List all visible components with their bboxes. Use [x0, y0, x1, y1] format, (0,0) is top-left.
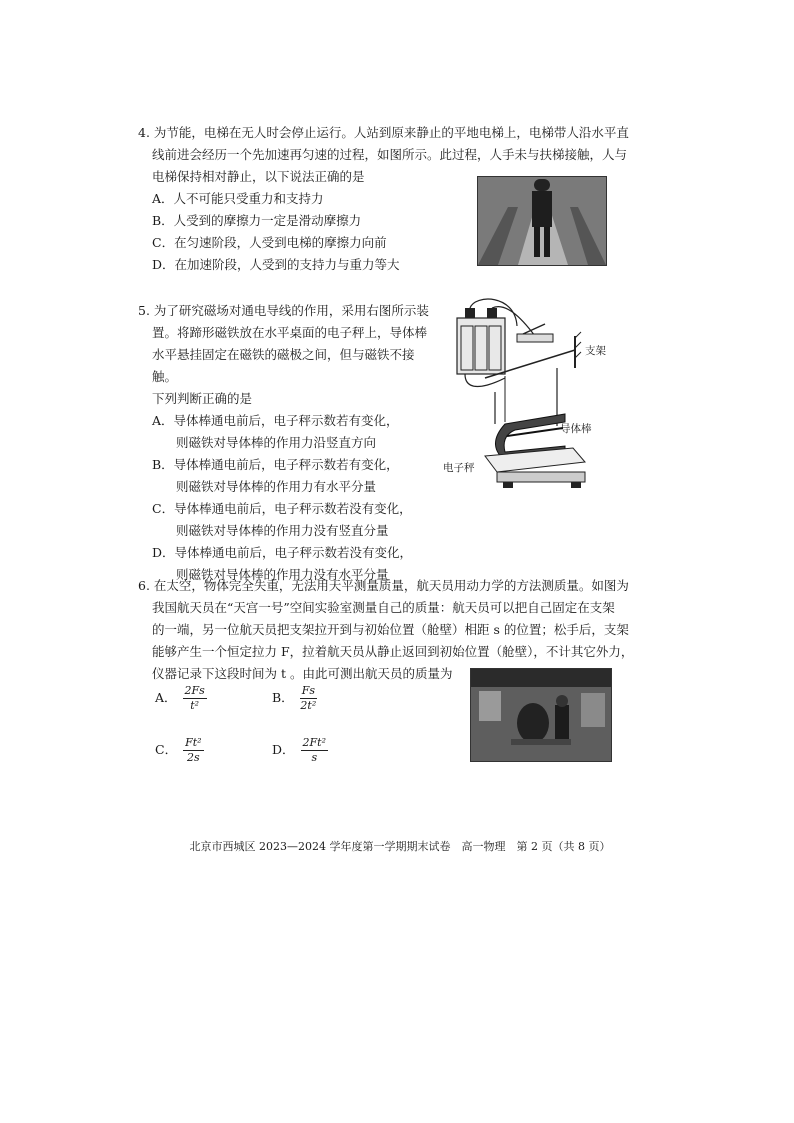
q5-option-b-1: B．导体棒通电前后，电子秤示数若有变化， [152, 457, 399, 472]
q6-option-a [155, 684, 207, 713]
q6-stem-line-4: 能够产生一个恒定拉力 F，拉着航天员从静止返回到初始位置（舱壁），不计其它外力， [152, 644, 634, 659]
q6-option-b [272, 684, 317, 713]
q6-option-b-denominator: 2t² [300, 699, 317, 712]
q5-option-d-1: D．导体棒通电前后，电子秤示数若没有变化， [152, 545, 413, 560]
escalator-person-image [478, 177, 606, 265]
q4-option-a: A．人不可能只受重力和支持力 [152, 191, 324, 206]
q5-option-a-2: 则磁铁对导体棒的作用力沿竖直方向 [176, 435, 377, 450]
q6-option-d-label: D． [272, 742, 295, 757]
q5-option-d-2: 则磁铁对导体棒的作用力没有水平分量 [176, 567, 389, 582]
q6-option-c-denominator: 2s [186, 751, 200, 764]
q6-option-c-fraction [183, 736, 203, 765]
astronaut-photo [470, 668, 612, 762]
q6-option-d-denominator: s [311, 751, 318, 764]
q6-option-c-numerator: Ft² [185, 736, 202, 749]
q5-stem-line-2: 置。将蹄形磁铁放在水平桌面的电子秤上，导体棒 [152, 325, 428, 340]
q6-stem-line-2: 我国航天员在“天宫一号”空间实验室测量自己的质量：航天员可以把自己固定在支架 [152, 600, 615, 615]
q4-option-c: C．在匀速阶段，人受到电梯的摩擦力向前 [152, 235, 387, 250]
label-rod: 导体棒 [560, 423, 592, 435]
q6-option-a-numerator: 2Fs [184, 684, 205, 697]
label-support: 支架 [585, 345, 606, 357]
q6-stem-line-1: 6. 在太空，物体完全失重，无法用天平测量质量，航天员用动力学的方法测质量。如图为 [138, 578, 629, 593]
q4-option-d: D．在加速阶段，人受到的支持力与重力等大 [152, 257, 400, 272]
q6-stem-line-5: 仪器记录下这段时间为 t 。由此可测出航天员的质量为 [152, 666, 453, 681]
q6-option-a-fraction [183, 684, 207, 713]
switch-icon [517, 324, 553, 342]
q5-option-c-1: C．导体棒通电前后，电子秤示数若没有变化， [152, 501, 412, 516]
q4-stem-line-1: 4. 为节能，电梯在无人时会停止运行。人站到原来静止的平地电梯上，电梯带人沿水平直 [138, 125, 629, 140]
q4-stem-line-3: 电梯保持相对静止，以下说法正确的是 [152, 169, 365, 184]
space-lab-image [471, 669, 611, 761]
q6-option-d-fraction [301, 736, 328, 765]
q6-option-d-numerator: 2Ft² [302, 736, 326, 749]
escalator-photo [477, 176, 607, 266]
battery-icon [457, 308, 505, 374]
q6-option-d [272, 736, 328, 765]
question-5 [138, 300, 438, 586]
q6-option-b-fraction [300, 684, 317, 713]
q5-option-c-2: 则磁铁对导体棒的作用力没有竖直分量 [176, 523, 389, 538]
q6-option-c-label: C． [155, 742, 178, 757]
q6-option-c [155, 736, 204, 765]
q5-option-b-2: 则磁铁对导体棒的作用力有水平分量 [176, 479, 377, 494]
q6-stem-line-3: 的一端，另一位航天员把支架拉开到与初始位置（舱壁）相距 s 的位置；松手后，支架 [152, 622, 629, 637]
q5-stem-line-4: 下列判断正确的是 [152, 391, 253, 406]
page-footer: 北京市西城区 2023—2024 学年度第一学期期末试卷 高一物理 第 2 页（共 8 页） [189, 840, 611, 853]
q6-option-b-label: B． [272, 690, 294, 705]
q6-option-a-label: A． [155, 690, 177, 705]
q5-stem-line-3: 水平悬挂固定在磁铁的磁极之间，但与磁铁不接触。 [152, 347, 415, 384]
q4-stem-line-2: 线前进会经历一个先加速再匀速的过程，如图所示。此过程，人手未与扶梯接触，人与 [152, 147, 628, 162]
label-scale: 电子秤 [443, 462, 475, 474]
q5-stem-line-1: 5. 为了研究磁场对通电导线的作用，采用右图所示装 [138, 303, 429, 318]
q6-option-a-denominator: t² [190, 699, 200, 712]
q4-option-b: B．人受到的摩擦力一定是滑动摩擦力 [152, 213, 362, 228]
q5-option-a-1: A．导体棒通电前后，电子秤示数若有变化， [152, 413, 399, 428]
q6-option-b-numerator: Fs [301, 684, 315, 697]
